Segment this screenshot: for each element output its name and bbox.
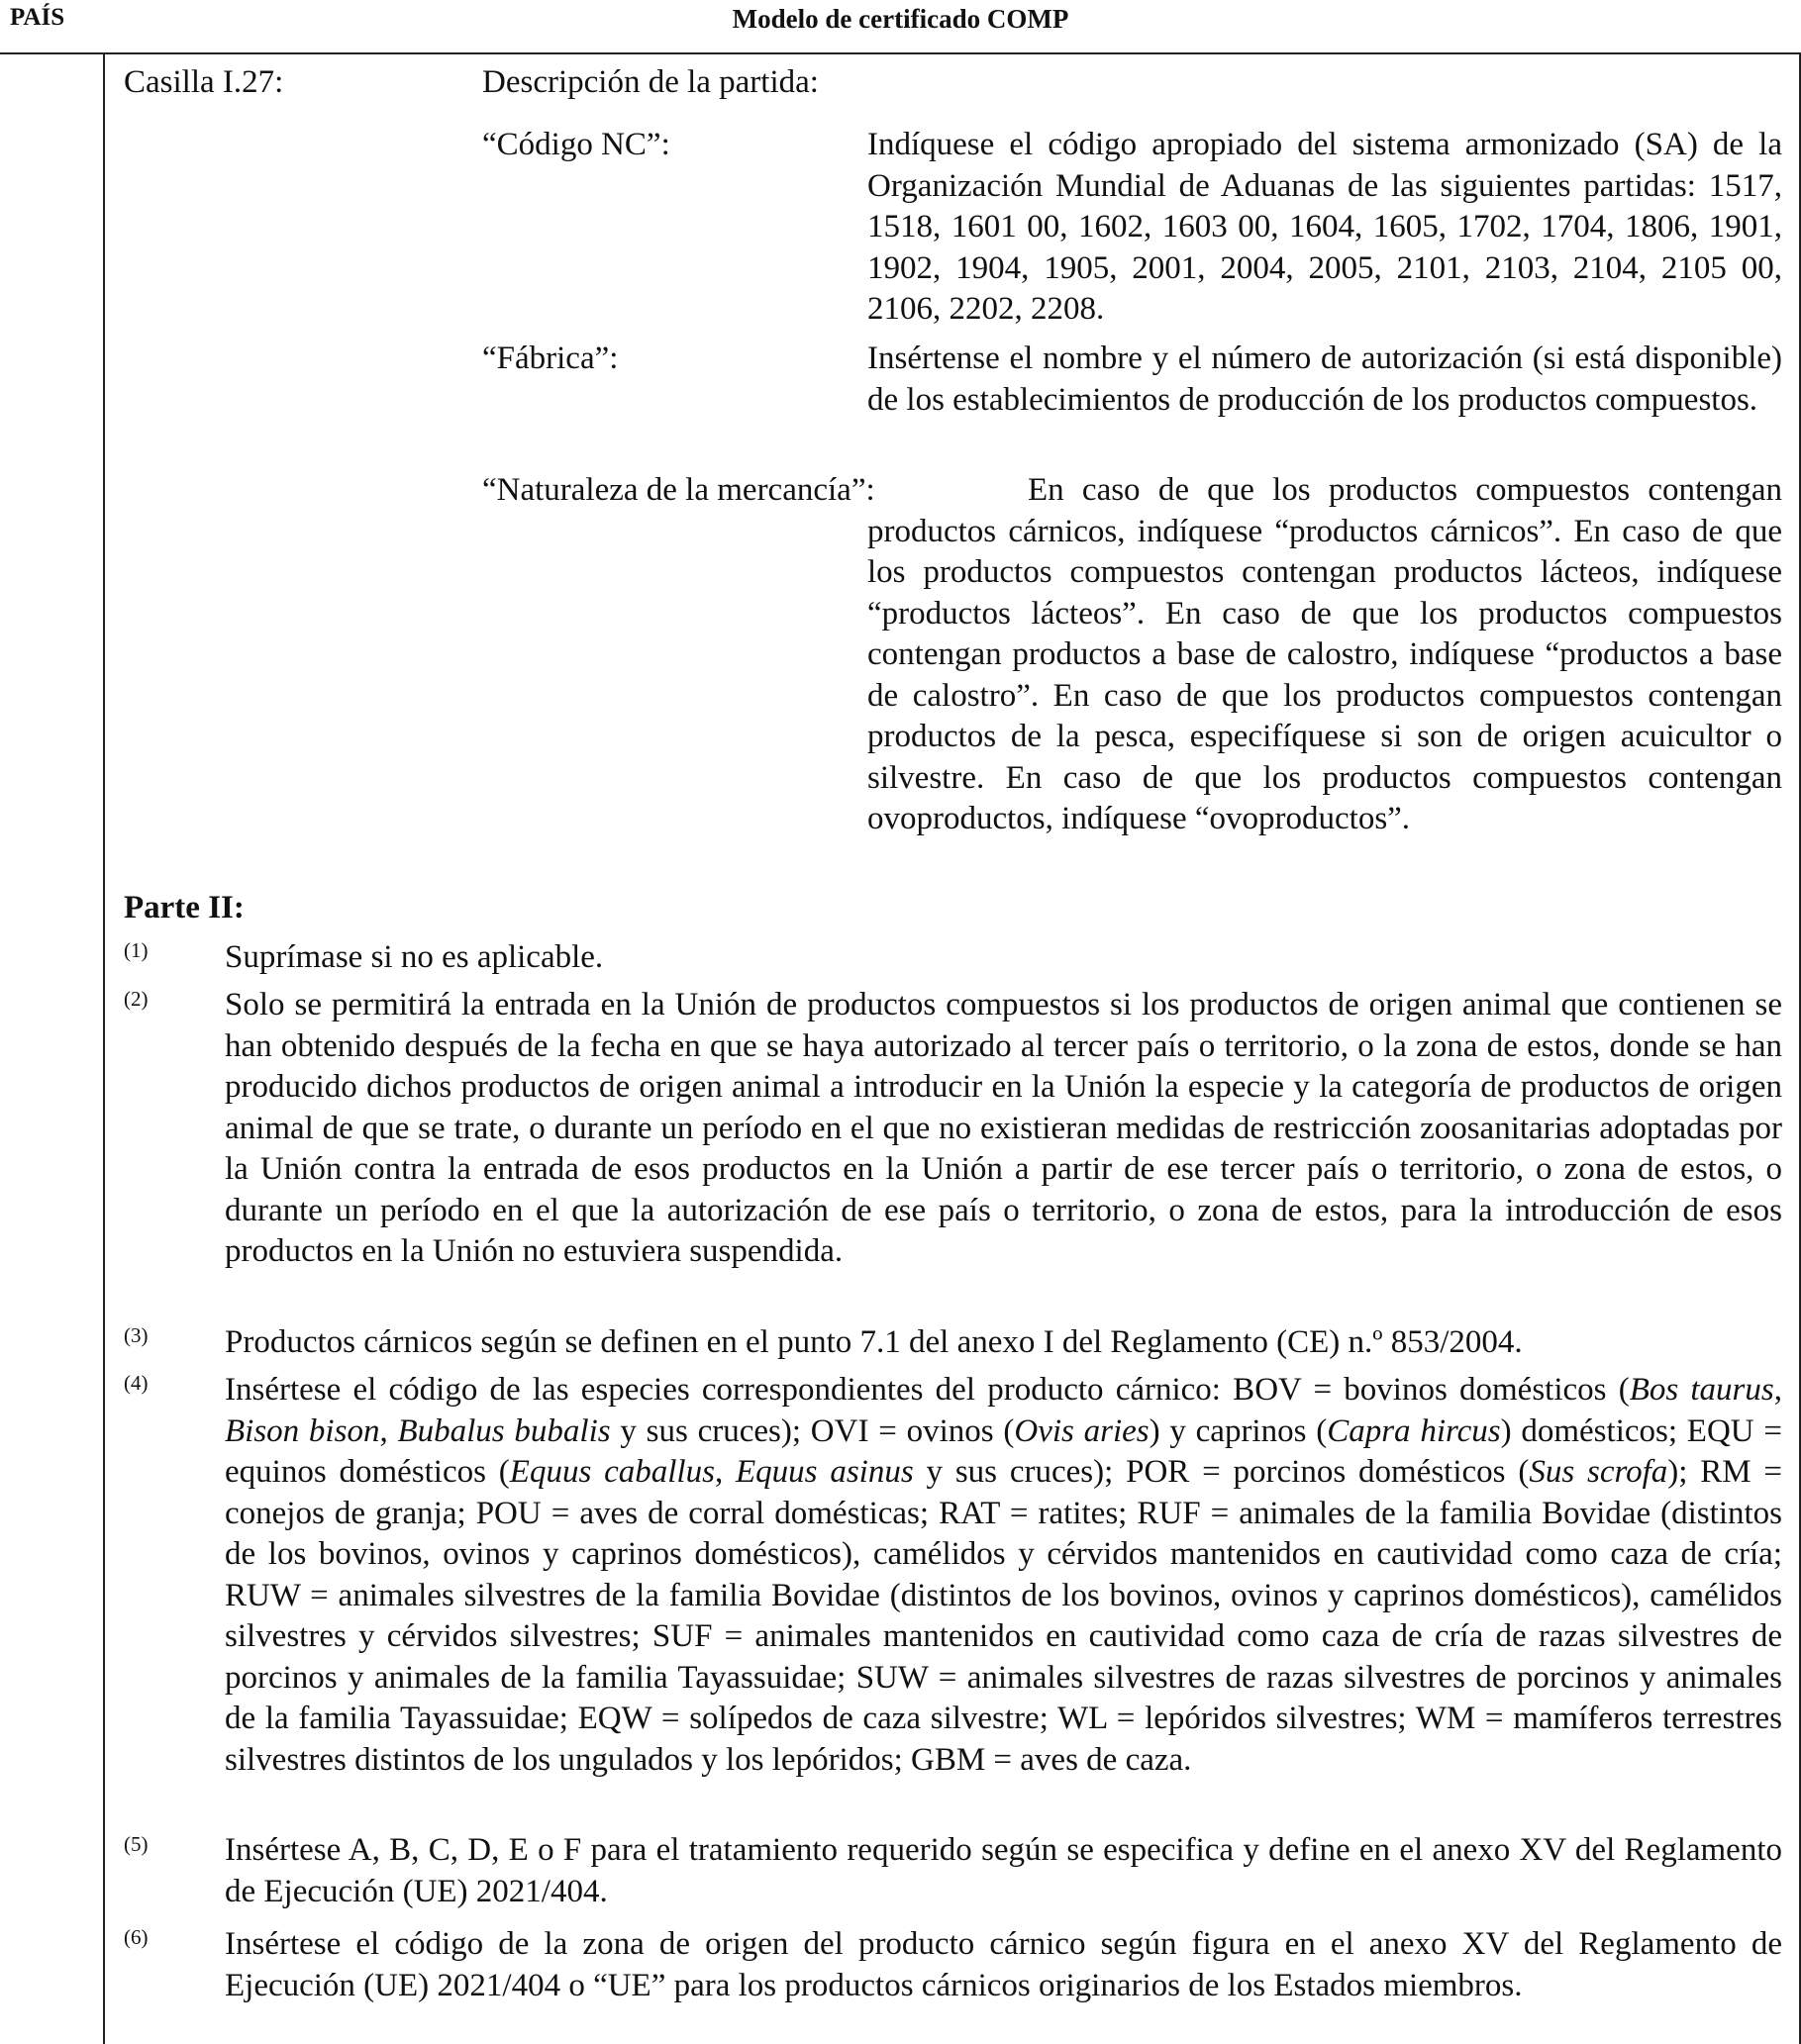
header-title: Modelo de certificado COMP: [732, 4, 1069, 34]
footnote-number: (5): [124, 1832, 149, 1856]
footnote-number: (4): [124, 1371, 149, 1395]
footnote-number: (1): [124, 938, 149, 962]
text-segment: ) y caprinos (: [1149, 1412, 1328, 1449]
footnote-text: Suprímase si no es aplicable.: [225, 939, 604, 975]
footnote-text: Insértese el código de la zona de origen del producto cárnico según figura en el anexo XV del Reglamento de Ejecución (UE) 2021/404 o “UE” para los productos cárnicos originarios de los Estados miembros.: [225, 1926, 1782, 2003]
footnote-text-species: [225, 1370, 1782, 1781]
text-segment: ) domésticos; EQU = equinos domésticos (: [225, 1412, 1782, 1490]
text-segment: Insértese el código de las especies correspondientes del producto cárnico: BOV = bovinos domésticos (: [225, 1372, 1630, 1408]
row-term-factory: “Fábrica”:: [482, 341, 619, 376]
species-name: Equus caballus: [509, 1454, 715, 1490]
row-term-cn-code: “Código NC”:: [482, 127, 670, 162]
text-segment: ,: [1773, 1372, 1782, 1408]
footnote-number: (2): [124, 987, 149, 1011]
footnote-text: Productos cárnicos según se definen en el punto 7.1 del anexo I del Reglamento (CE) n.º 853/2004.: [225, 1324, 1523, 1360]
footnote-number: (6): [124, 1925, 149, 1949]
row-term-nature: “Naturaleza de la mercancía”:: [482, 472, 875, 508]
text-segment: ); RM = conejos de granja; POU = aves de corral domésticas; RAT = ratites; RUF = animales de la familia Bovidae (distintos de los bovinos, ovinos y caprinos domésticos), camélidos y cérvidos mantenidos en cautividad como caza de cría; RUW = animales silvestres de la familia Bovidae (distintos de los bovinos, ovinos y caprinos domésticos), camélidos silvestres y cérvidos silvestres; SUF = animales mantenidos en cautividad como caza de cría de razas silvestres de porcinos y animales de la familia Tayassuidae; SUW = animales silvestres de razas silvestres de porcinos y animales de la familia Tayassuidae; EQW = solípedos de caza silvestre; WL = lepóridos silvestres; WM = mamíferos terrestres silvestres distintos de los ungulados y los lepóridos; GBM = aves de caza.: [225, 1454, 1783, 1778]
box-label: Casilla I.27:: [124, 64, 284, 100]
footnote-number: (3): [124, 1323, 149, 1347]
footnote-text: Insértese A, B, C, D, E o F para el tratamiento requerido según se especifica y define en el anexo XV del Reglamento de Ejecución (UE) 2021/404.: [225, 1832, 1782, 1909]
left-column-rule: [103, 54, 105, 2044]
species-name: Bos taurus: [1629, 1372, 1774, 1408]
row-text-cn-code: Indíquese el código apropiado del sistema armonizado (SA) de la Organización Mundial de Aduanas de las siguientes partidas: 1517, 1518, 1601 00, 1602, 1603 00, 1604, 1605, 1702, 1704, 1806, 1901, 1902, 1904, 1905, 2001, 2004, 2005, 2101, 2103, 2104, 2105 00, 2106, 2202, 2208.: [867, 127, 1782, 327]
species-name: Capra hircus: [1327, 1412, 1501, 1449]
part2-heading: Parte II:: [124, 890, 245, 925]
page-header: [0, 0, 1801, 51]
species-name: Ovis aries: [1014, 1412, 1150, 1449]
text-segment: ,: [379, 1412, 398, 1449]
text-segment: ,: [714, 1454, 737, 1490]
header-country: PAÍS: [10, 4, 65, 31]
text-segment: y sus cruces); POR = porcinos domésticos (: [913, 1454, 1530, 1490]
row-text-factory: Insértense el nombre y el número de autorización (si está disponible) de los establecimientos de producción de los productos compuestos.: [867, 341, 1782, 418]
box-description: Descripción de la partida:: [482, 64, 819, 100]
species-name: Sus scrofa: [1529, 1454, 1668, 1490]
row-text-nature: En caso de que los productos compuestos contengan productos cárnicos, indíquese “productos cárnicos”. En caso de que los productos compuestos contengan productos lácteos, indíquese “productos lácteos”. En caso de que los productos compuestos contengan productos a base de calostro, indíquese “productos a base de calostro”. En caso de que los productos compuestos contengan productos de la pesca, especifíquese si son de origen acuicultor o silvestre. En caso de que los productos compuestos contengan ovoproductos, indíquese “ovoproductos”.: [867, 472, 1782, 836]
species-name: Equus asinus: [736, 1454, 914, 1490]
text-segment: y sus cruces); OVI = ovinos (: [610, 1412, 1015, 1449]
footnote-text: Solo se permitirá la entrada en la Unión de productos compuestos si los productos de origen animal que contienen se han obtenido después de la fecha en que se haya autorizado al tercer país o territorio, o la zona de estos, donde se han producido dichos productos de origen animal a introducir en la Unión la especie y la categoría de productos de origen animal de que se trate, o durante un período en el que no existieran medidas de restricción zoosanitarias adoptadas por la Unión contra la entrada de esos productos en la Unión a partir de ese tercer país o territorio, o zona de estos, o durante un período en el que la autorización de ese país o territorio, o zona de estos, para la introducción de esos productos en la Unión no estuviera suspendida.: [225, 987, 1782, 1269]
species-name: Bison bison: [225, 1412, 380, 1449]
species-name: Bubalus bubalis: [397, 1412, 611, 1449]
